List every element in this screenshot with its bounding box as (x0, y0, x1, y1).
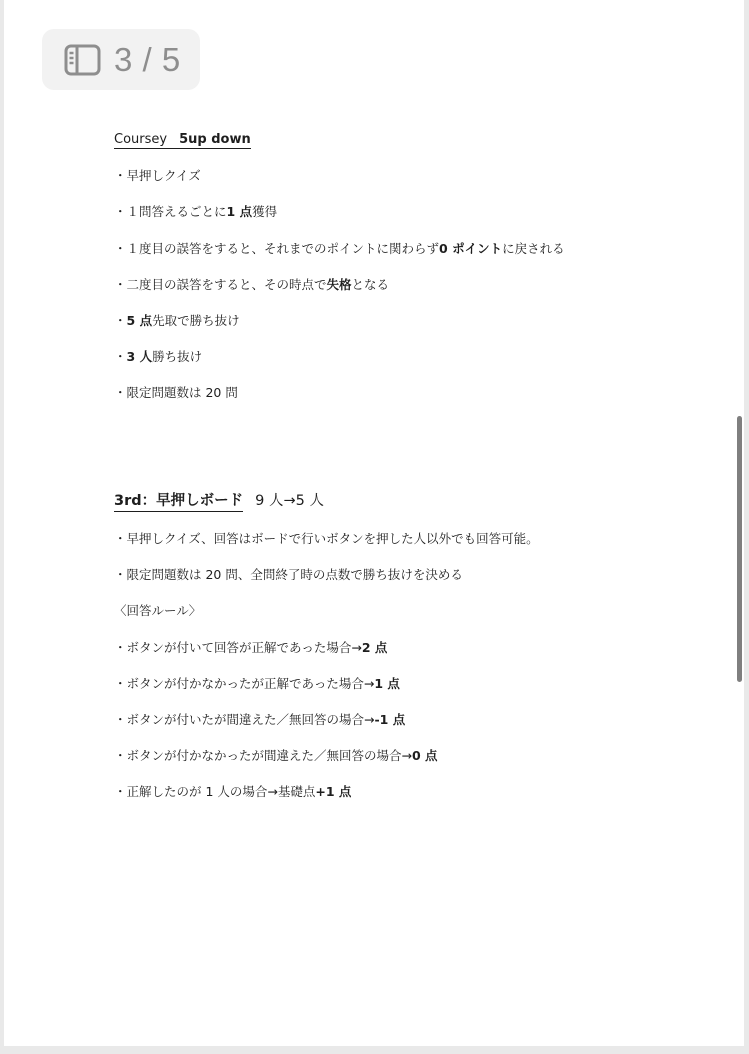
third-round-line (114, 711, 405, 729)
third-round-line (114, 566, 463, 584)
third-round-heading-bold: 3rd：早押しボード (114, 493, 243, 512)
third-round-line (114, 783, 351, 801)
line-bold: 2 点 (361, 640, 388, 655)
rule-text: ・１問答えるごとに (114, 204, 227, 219)
third-round-line (114, 747, 438, 765)
sidebar-toggle-icon[interactable] (64, 44, 101, 76)
rule-text-after: 先取で勝ち抜け (152, 313, 240, 328)
rule-text-after: となる (351, 277, 390, 292)
course-y-heading-underlined (114, 132, 251, 149)
line-text: ・早押しクイズ、回答はボードで行いボタンを押した人以外でも回答可能。 (114, 531, 539, 546)
line-bold: -1 点 (374, 712, 406, 727)
course-y-rule (114, 276, 389, 294)
rule-text-after: に戻される (502, 241, 565, 256)
vertical-scrollbar[interactable] (737, 416, 742, 682)
course-y-rule (114, 384, 238, 402)
course-y-heading-bold: 5up down (179, 132, 251, 147)
course-y-rule (114, 312, 240, 330)
page-count: 3 / 5 (114, 40, 181, 78)
rule-bold: 失格 (326, 277, 352, 292)
third-round-line (114, 639, 387, 657)
rule-text: ・ (114, 349, 127, 364)
course-y-rule (114, 203, 277, 221)
line-text: ・限定問題数は 20 問、全問終了時の点数で勝ち抜けを決める (114, 567, 463, 582)
page-indicator[interactable] (42, 29, 200, 90)
line-text: ・ボタンが付かなかったが間違えた／無回答の場合→ (114, 748, 412, 763)
line-bold: 0 点 (411, 748, 438, 763)
rule-bold: 5 点 (126, 313, 153, 328)
third-round-heading-rest: 9 人→5 人 (255, 493, 324, 509)
line-text: 〈回答ルール〉 (114, 603, 202, 618)
course-y-rule (114, 348, 202, 366)
line-text: ・ボタンが付いて回答が正解であった場合→ (114, 640, 362, 655)
third-round-line (114, 530, 539, 548)
rule-text: ・ (114, 313, 127, 328)
course-y-heading (114, 131, 251, 149)
line-bold: 1 点 (374, 676, 400, 691)
course-y-rule (114, 240, 565, 258)
line-text: ・ボタンが付かなかったが正解であった場合→ (114, 676, 375, 691)
third-round-heading (114, 492, 324, 510)
rule-text-after: 獲得 (252, 204, 278, 219)
line-bold: +1 点 (315, 784, 352, 799)
rule-text-after: 勝ち抜け (152, 349, 203, 364)
third-round-line (114, 675, 400, 693)
rule-text: ・早押しクイズ (114, 168, 201, 183)
rule-text: ・限定問題数は 20 問 (114, 385, 238, 400)
course-y-heading-prefix: Coursey (114, 132, 168, 147)
rule-text: ・１度目の誤答をすると、それまでのポイントに関わらず (114, 241, 440, 256)
line-text: ・ボタンが付いたが間違えた／無回答の場合→ (114, 712, 375, 727)
rule-text: ・二度目の誤答をすると、その時点で (114, 277, 327, 292)
answer-rules-label (114, 602, 201, 620)
line-text: ・正解したのが 1 人の場合→基礎点 (114, 784, 316, 799)
rule-bold: 0 ポイント (439, 241, 503, 256)
rule-bold: 1 点 (226, 204, 253, 219)
rule-bold: 3 人 (126, 349, 153, 364)
course-y-rule (114, 167, 201, 185)
document-page (4, 0, 744, 1046)
